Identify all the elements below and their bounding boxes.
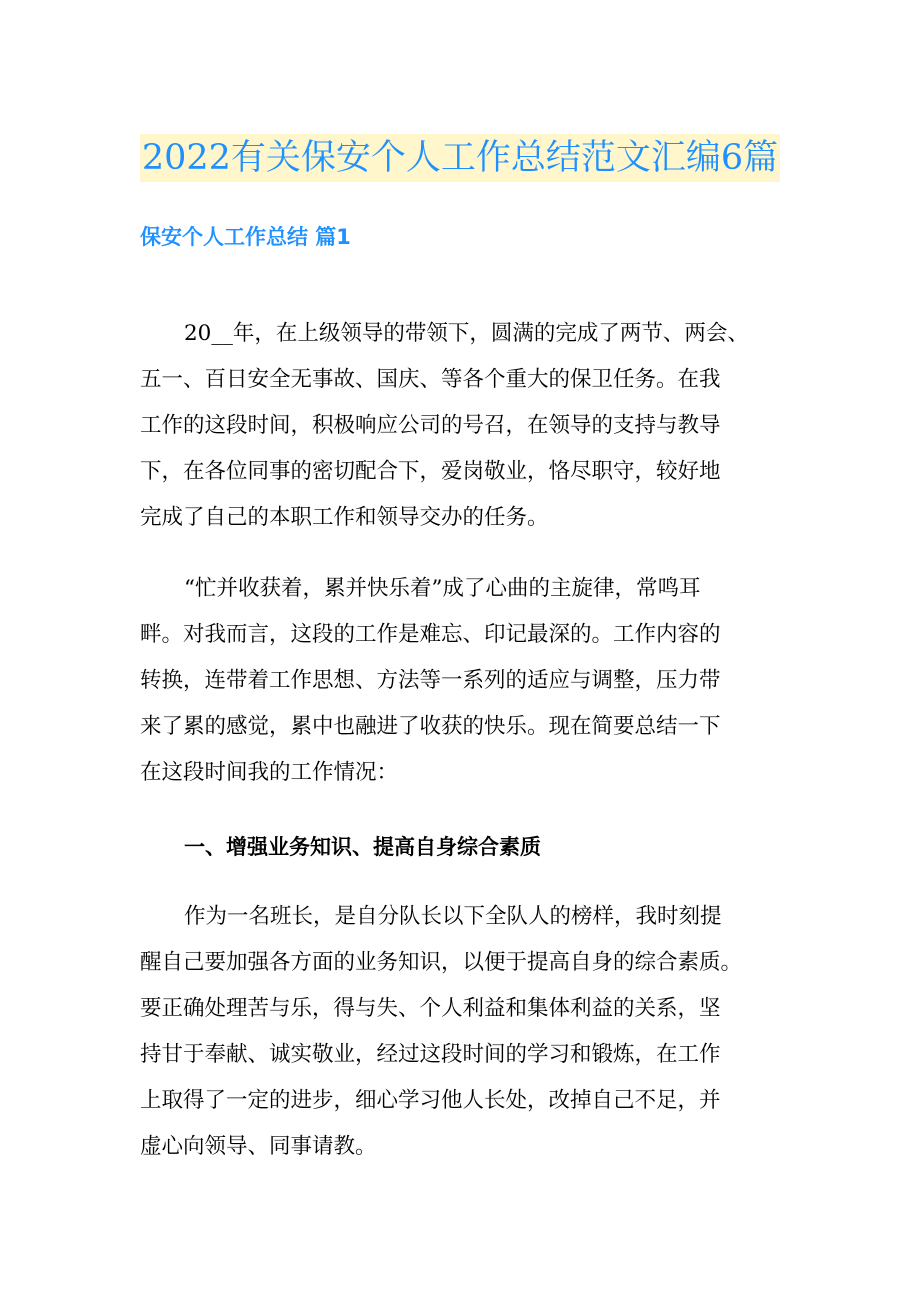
paragraph-1 bbox=[140, 311, 790, 541]
paragraph-line: 五一、百日安全无事故、国庆、等各个重大的保卫任务。在我 bbox=[140, 367, 721, 392]
paragraph-line: “忙并收获着，累并快乐着”成了心曲的主旋律，常鸣耳 bbox=[184, 576, 701, 601]
paragraph-line: 下，在各位同事的密切配合下，爱岗敬业，恪尽职守，较好地 bbox=[140, 459, 721, 484]
paragraph-line: 来了累的感觉，累中也融进了收获的快乐。现在简要总结一下 bbox=[140, 714, 721, 739]
document-title: 2022有关保安个人工作总结范文汇编6篇 bbox=[140, 134, 780, 182]
paragraph-line: 在这段时间我的工作情况： bbox=[140, 760, 399, 785]
subheading-1: 一、增强业务知识、提高自身综合素质 bbox=[184, 835, 541, 859]
paragraph-line: 畔。对我而言，这段的工作是难忘、印记最深的。工作内容的 bbox=[140, 622, 721, 647]
paragraph-3 bbox=[140, 894, 790, 1170]
paragraph-line: 转换，连带着工作思想、方法等一系列的适应与调整，压力带 bbox=[140, 668, 721, 693]
paragraph-line: 要正确处理苦与乐，得与失、个人利益和集体利益的关系，坚 bbox=[140, 996, 721, 1021]
paragraph-line: 上取得了一定的进步，细心学习他人长处，改掉自己不足，并 bbox=[140, 1088, 721, 1113]
paragraph-line: 工作的这段时间，积极响应公司的号召，在领导的支持与教导 bbox=[140, 413, 721, 438]
title-container bbox=[0, 134, 920, 182]
paragraph-line: 完成了自己的本职工作和领导交办的任务。 bbox=[140, 505, 549, 530]
paragraph-line: 20__年，在上级领导的带领下，圆满的完成了两节、两会、 bbox=[184, 321, 749, 346]
paragraph-line: 作为一名班长，是自分队长以下全队人的榜样，我时刻提 bbox=[184, 904, 722, 929]
paragraph-line: 虚心向领导、同事请教。 bbox=[140, 1134, 377, 1159]
paragraph-line: 醒自己要加强各方面的业务知识，以便于提高自身的综合素质。 bbox=[140, 950, 743, 975]
paragraph-line: 持甘于奉献、诚实敬业，经过这段时间的学习和锻炼，在工作 bbox=[140, 1042, 721, 1067]
paragraph-2 bbox=[140, 566, 790, 796]
section-heading: 保安个人工作总结 篇1 bbox=[140, 225, 351, 249]
